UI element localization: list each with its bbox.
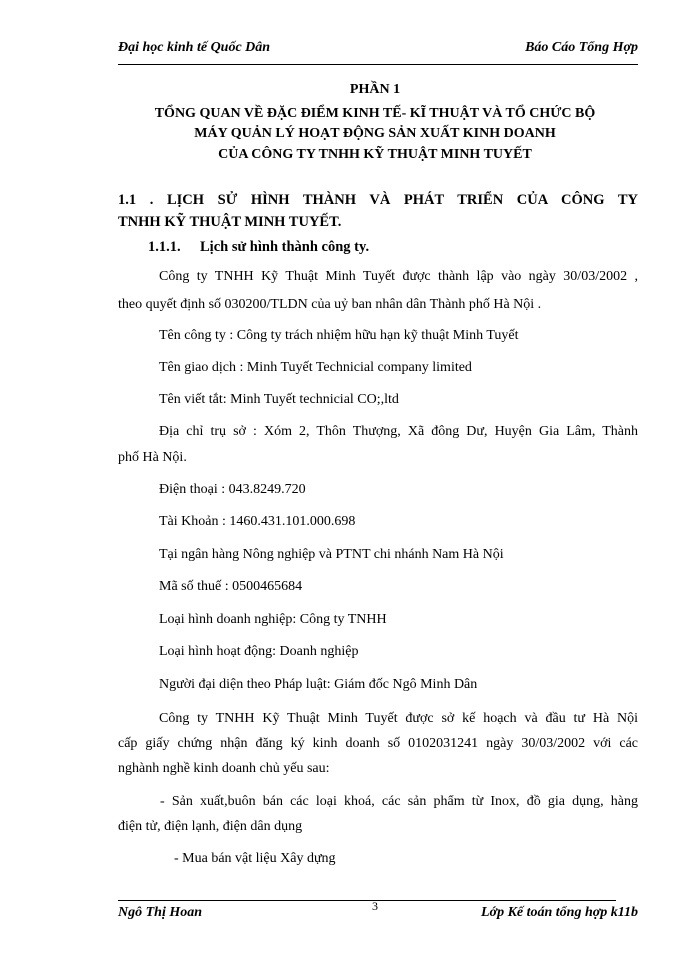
chapter-title-line-2: MÁY QUẢN LÝ HOẠT ĐỘNG SẢN XUẤT KINH DOANH bbox=[194, 126, 556, 141]
subsection-title: Lịch sử hình thành công ty. bbox=[200, 239, 370, 255]
short-name: Tên viết tắt: Minh Tuyết technicial CO;,ltd bbox=[159, 392, 399, 407]
trade-name: Tên giao dịch : Minh Tuyết Technicial company limited bbox=[159, 360, 472, 375]
business-type: Loại hình doanh nghiệp: Công ty TNHH bbox=[159, 612, 387, 627]
license-line-1: Công ty TNHH Kỹ Thuật Minh Tuyết được sở kế hoạch và đầu tư Hà Nội bbox=[159, 711, 638, 726]
chapter-title-line-1: TỔNG QUAN VỀ ĐẶC ĐIỂM KINH TẾ- KĨ THUẬT VÀ TỔ CHỨC BỘ bbox=[154, 106, 596, 121]
section-heading-line-2: TNHH KỸ THUẬT MINH TUYẾT. bbox=[118, 214, 342, 230]
address-line-2: phố Hà Nội. bbox=[118, 450, 187, 465]
business-item-2: - Mua bán vật liệu Xây dựng bbox=[174, 851, 336, 866]
footer-rule bbox=[118, 900, 616, 901]
part-title: PHẦN 1 bbox=[349, 82, 401, 97]
page-header bbox=[118, 40, 638, 62]
subsection-heading bbox=[148, 239, 369, 256]
phone: Điện thoại : 043.8249.720 bbox=[159, 482, 306, 497]
license-line-2: cấp giấy chứng nhận đăng ký kinh doanh số 0102031241 ngày 30/03/2002 với các bbox=[118, 736, 638, 751]
tax-code: Mã số thuế : 0500465684 bbox=[159, 579, 303, 594]
chapter-title-line-3: CỦA CÔNG TY TNHH KỸ THUẬT MINH TUYẾT bbox=[218, 147, 532, 162]
header-report-type: Báo Cáo Tổng Hợp bbox=[525, 40, 638, 55]
page-footer bbox=[118, 899, 638, 927]
bank-name: Tại ngân hàng Nông nghiệp và PTNT chi nhánh Nam Hà Nội bbox=[159, 547, 504, 562]
page-number: 3 bbox=[372, 899, 378, 913]
company-name: Tên công ty : Công ty trách nhiệm hữu hạn kỹ thuật Minh Tuyết bbox=[159, 328, 519, 343]
intro-line-1: Công ty TNHH Kỹ Thuật Minh Tuyết được thành lập vào ngày 30/03/2002 , bbox=[159, 269, 638, 284]
bank-account: Tài Khoản : 1460.431.101.000.698 bbox=[159, 514, 356, 529]
business-item-1-line-2: điện tử, điện lạnh, điện dân dụng bbox=[118, 819, 303, 834]
section-heading-line-1: 1.1 . LỊCH SỬ HÌNH THÀNH VÀ PHÁT TRIỂN CỦA CÔNG TY bbox=[118, 192, 638, 208]
business-item-1-line-1: - Sản xuất,buôn bán các loại khoá, các sản phẩm từ Inox, đồ gia dụng, hàng bbox=[160, 794, 638, 809]
license-line-3: nghành nghề kinh doanh chủ yếu sau: bbox=[118, 761, 330, 776]
subsection-number: 1.1.1. bbox=[148, 239, 181, 255]
footer-class: Lớp Kế toán tổng hợp k11b bbox=[481, 905, 638, 920]
header-rule bbox=[118, 64, 638, 65]
header-university: Đại học kinh tế Quốc Dân bbox=[118, 40, 271, 55]
address-line-1: Địa chỉ trụ sở : Xóm 2, Thôn Thượng, Xã đông Dư, Huyện Gia Lâm, Thành bbox=[159, 424, 638, 439]
legal-representative: Người đại diện theo Pháp luật: Giám đốc Ngô Minh Dân bbox=[159, 677, 478, 692]
operation-type: Loại hình hoạt động: Doanh nghiệp bbox=[159, 644, 359, 659]
intro-line-2: theo quyết định số 030200/TLDN của uỷ ban nhân dân Thành phố Hà Nội . bbox=[118, 297, 542, 312]
footer-author: Ngô Thị Hoan bbox=[118, 905, 203, 920]
